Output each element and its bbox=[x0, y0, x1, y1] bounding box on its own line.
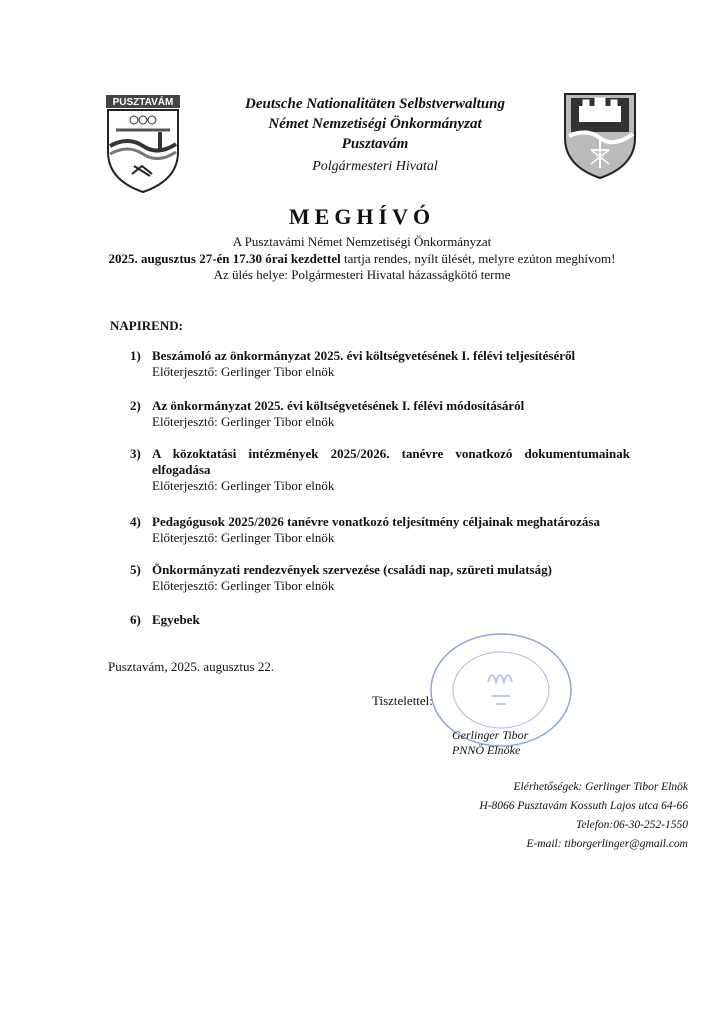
agenda-item-title: Önkormányzati rendezvények szervezése (családi nap, szüreti mulatság) bbox=[152, 562, 552, 577]
meeting-location: Az ülés helye: Polgármesteri Hivatal házasságkötő terme bbox=[213, 267, 511, 282]
agenda-item-presenter: Előterjesztő: Gerlinger Tibor elnök bbox=[152, 530, 335, 545]
header-line-german: Deutsche Nationalitäten Selbstverwaltung bbox=[244, 96, 506, 112]
agenda-item-title: Az önkormányzat 2025. évi költségvetésének I. félévi módosításáról bbox=[152, 398, 525, 413]
agenda-item-number: 3) bbox=[130, 446, 141, 461]
agenda-item-number: 4) bbox=[130, 514, 141, 529]
agenda-item bbox=[130, 348, 630, 380]
agenda-item-number: 1) bbox=[130, 348, 141, 363]
closing-regards: Tisztelettel: bbox=[372, 693, 433, 708]
agenda-item bbox=[130, 514, 630, 546]
agenda-item-title: Beszámoló az önkormányzat 2025. évi költségvetésének I. félévi teljesítéséről bbox=[152, 348, 576, 363]
contact-phone: Telefon:06-30-252-1550 bbox=[575, 819, 688, 831]
agenda-item-title: A közoktatási intézmények 2025/2026. tanévre vonatkozó dokumentumainak elfogadása bbox=[152, 446, 630, 477]
invitation-intro bbox=[100, 234, 624, 284]
agenda-heading: NAPIREND: bbox=[110, 318, 183, 333]
signatory-name: Gerlinger Tibor bbox=[452, 728, 529, 742]
contact-heading: Elérhetőségek: Gerlinger Tibor Elnök bbox=[513, 781, 688, 793]
agenda-item-presenter: Előterjesztő: Gerlinger Tibor elnök bbox=[152, 578, 335, 593]
header-line-office: Polgármesteri Hivatal bbox=[312, 159, 438, 174]
agenda-item-presenter: Előterjesztő: Gerlinger Tibor elnök bbox=[152, 478, 335, 493]
signature-block bbox=[452, 728, 528, 758]
header-line-hungarian: Német Nemzetiségi Önkormányzat bbox=[268, 116, 482, 132]
agenda-item-presenter: Előterjesztő: Gerlinger Tibor elnök bbox=[152, 414, 335, 429]
contact-address: H-8066 Pusztavám Kossuth Lajos utca 64-66 bbox=[479, 800, 688, 812]
signatory-role: PNNÖ Elnöke bbox=[452, 743, 521, 757]
contact-email: E-mail: tiborgerlinger@gmail.com bbox=[526, 838, 688, 850]
agenda-item-title: Pedagógusok 2025/2026 tanévre vonatkozó teljesítmény céljainak meghatározása bbox=[152, 514, 600, 529]
intro-line-2-rest: tartja rendes, nyílt ülését, melyre ezúton meghívom! bbox=[340, 250, 616, 266]
intro-line-1: A Pusztavámi Német Nemzetiségi Önkormányzat bbox=[232, 234, 492, 249]
header-line-town: Pusztavám bbox=[341, 136, 409, 152]
letterhead bbox=[160, 94, 590, 178]
place-and-date: Pusztavám, 2025. augusztus 22. bbox=[108, 659, 275, 674]
contact-details bbox=[479, 778, 688, 854]
agenda-item bbox=[130, 562, 630, 594]
agenda-item-presenter: Előterjesztő: Gerlinger Tibor elnök bbox=[152, 364, 335, 379]
meeting-datetime: 2025. augusztus 27-én 17.30 órai kezdettel bbox=[108, 250, 341, 266]
agenda-item-number: 5) bbox=[130, 562, 141, 577]
agenda-item-number: 2) bbox=[130, 398, 141, 413]
document-title: MEGHÍVÓ bbox=[288, 204, 436, 229]
agenda-item bbox=[130, 398, 630, 430]
agenda-item-title: Egyebek bbox=[152, 612, 200, 627]
agenda-item bbox=[130, 612, 630, 628]
intro-line-2 bbox=[100, 251, 624, 268]
agenda-item bbox=[130, 446, 630, 494]
crest-label: PUSZTAVÁM bbox=[112, 97, 174, 108]
agenda-item-number: 6) bbox=[130, 612, 141, 627]
